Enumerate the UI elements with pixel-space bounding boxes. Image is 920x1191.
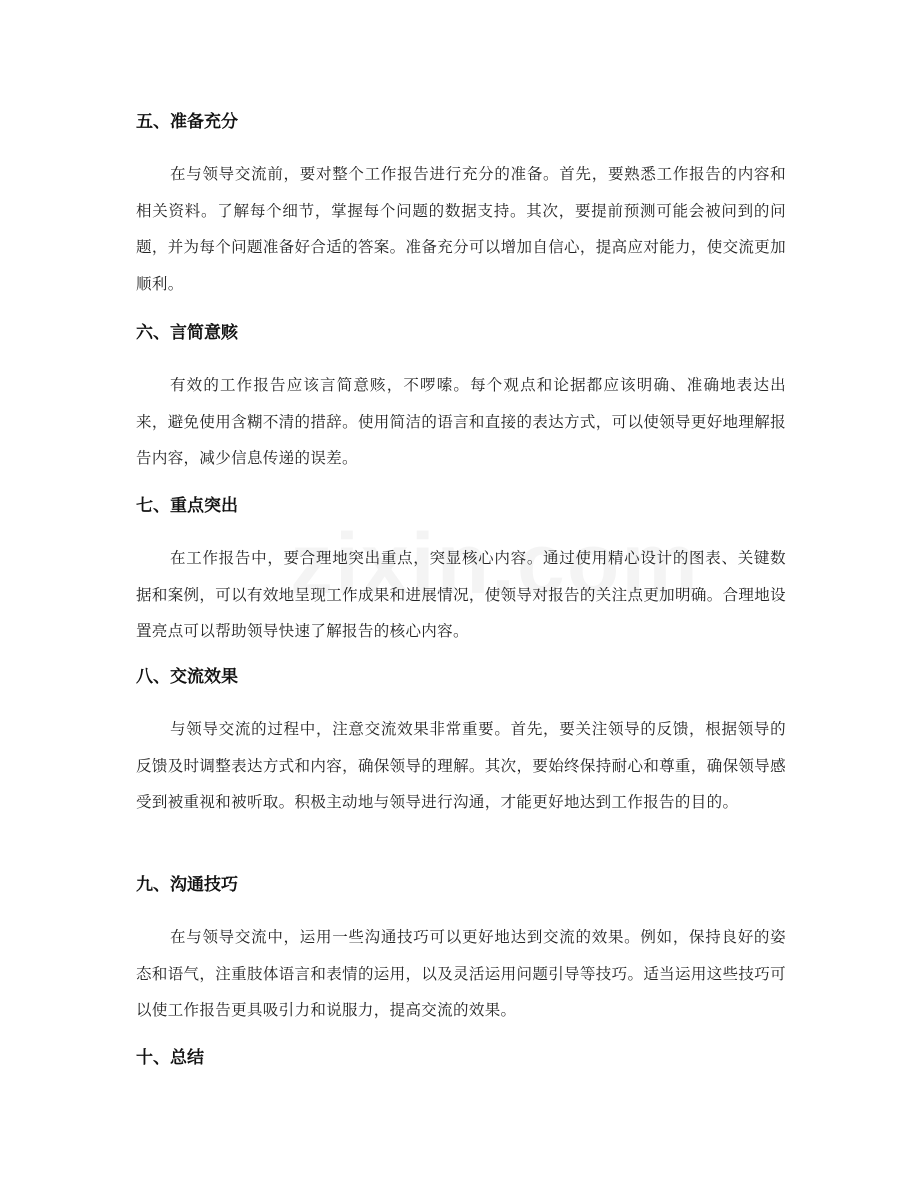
section-heading: 十、总结 [136, 1048, 204, 1068]
section-heading: 九、沟通技巧 [136, 875, 238, 895]
section-9 [136, 873, 786, 1029]
section-heading: 八、交流效果 [136, 667, 238, 687]
section-paragraph: 在与领导交流中，运用一些沟通技巧可以更好地达到交流的效果。例如，保持良好的姿态和语气，注重肢体语言和表情的运用，以及灵活运用问题引导等技巧。适当运用这些技巧可以使工作报告更具吸引力和说服力，提高交流的效果。 [136, 928, 786, 1019]
section-5 [136, 110, 786, 302]
section-7 [136, 494, 786, 650]
section-paragraph: 在工作报告中，要合理地突出重点，突显核心内容。通过使用精心设计的图表、关键数据和案例，可以有效地呈现工作成果和进展情况，使领导对报告的关注点更加明确。合理地设置亮点可以帮助领导快速了解报告的核心内容。 [136, 549, 786, 640]
section-heading: 六、言简意赅 [136, 323, 238, 343]
section-8 [136, 665, 786, 821]
section-6 [136, 321, 786, 477]
section-paragraph: 与领导交流的过程中，注意交流效果非常重要。首先，要关注领导的反馈，根据领导的反馈及时调整表达方式和内容，确保领导的理解。其次，要始终保持耐心和尊重，确保领导感受到被重视和被听取。积极主动地与领导进行沟通，才能更好地达到工作报告的目的。 [136, 720, 786, 811]
section-heading: 七、重点突出 [136, 496, 238, 516]
section-heading: 五、准备充分 [136, 112, 238, 132]
section-paragraph: 有效的工作报告应该言简意赅，不啰嗦。每个观点和论据都应该明确、准确地表达出来，避免使用含糊不清的措辞。使用简洁的语言和直接的表达方式，可以使领导更好地理解报告内容，减少信息传递的误差。 [136, 376, 786, 467]
section-paragraph: 在与领导交流前，要对整个工作报告进行充分的准备。首先，要熟悉工作报告的内容和相关资料。了解每个细节，掌握每个问题的数据支持。其次，要提前预测可能会被问到的问题，并为每个问题准备好合适的答案。准备充分可以增加自信心，提高应对能力，使交流更加顺利。 [136, 165, 786, 293]
section-10 [136, 1046, 786, 1070]
